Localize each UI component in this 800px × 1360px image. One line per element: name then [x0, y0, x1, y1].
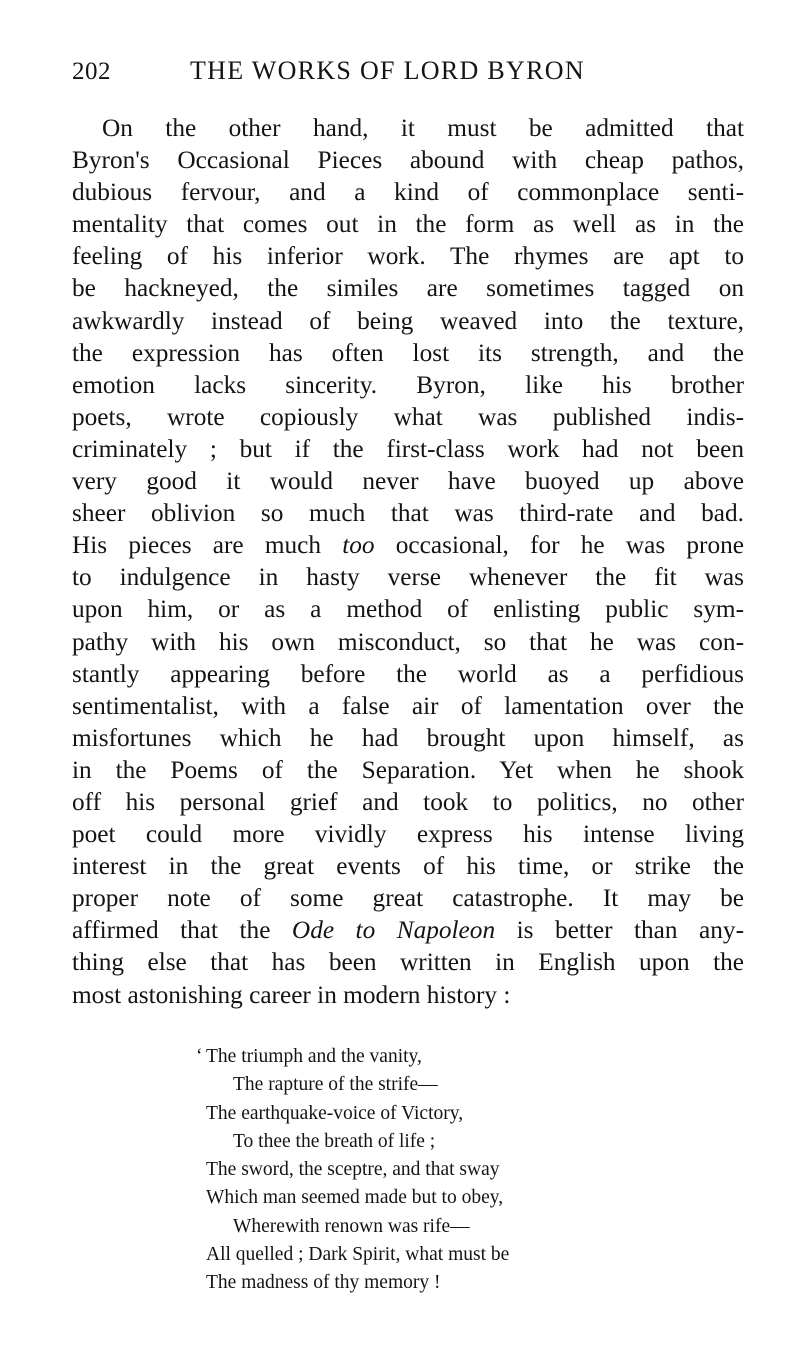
page-number: 202: [72, 58, 111, 85]
text-line: proper note of some great catastrophe. It may be: [72, 884, 744, 913]
text-line: very good it would never have buoyed up above: [72, 467, 744, 496]
text-line: stantly appearing before the world as a perfidious: [72, 659, 744, 688]
text-line: feeling of his inferior work. The rhymes are apt to: [72, 242, 744, 271]
opening-quote-mark: ‘: [196, 1046, 203, 1067]
text-line: emotion lacks sincerity. Byron, like his brother: [72, 370, 744, 399]
text-line: misfortunes which he had brought upon himself, as: [72, 723, 744, 752]
text-line: in the Poems of the Separation. Yet when he shook: [72, 755, 744, 784]
text-line: mentality that comes out in the form as well as in the: [72, 210, 744, 239]
text-line: to indulgence in hasty verse whenever the fit was: [72, 563, 744, 592]
text-line: criminately ; but if the first-class work had not been: [72, 434, 744, 463]
text-line: thing else that has been written in English upon the: [72, 948, 744, 977]
body-paragraph: [72, 112, 744, 1011]
poem-quotation: [196, 1043, 510, 1298]
poem-line: [196, 1043, 509, 1071]
text-line: On the other hand, it must be admitted that: [102, 114, 744, 142]
text-line: sentimentalist, with a false air of lamentation over the: [72, 691, 744, 720]
text-line: Byron's Occasional Pieces abound with cheap pathos,: [72, 146, 744, 175]
page-header: [72, 54, 744, 98]
text-line: be hackneyed, the similes are sometimes tagged on: [72, 274, 744, 303]
running-title: THE WORKS OF LORD BYRON: [190, 56, 585, 85]
text-segment: occasional, for he was prone: [374, 531, 744, 560]
text-line: interest in the great events of his time, or strike the: [72, 852, 744, 881]
poem-line: Wherewith renown was rife—: [233, 1215, 470, 1237]
text-line: poet could more vividly express his intense living: [72, 820, 744, 849]
poem-line-text: The triumph and the vanity,: [206, 1046, 422, 1067]
poem-line: To thee the breath of life ;: [233, 1130, 436, 1152]
poem-line: All quelled ; Dark Spirit, what must be: [206, 1244, 510, 1266]
text-line: awkwardly instead of being weaved into the texture,: [72, 306, 744, 335]
poem-line: The rapture of the strife—: [233, 1074, 438, 1096]
text-line: sheer oblivion so much that was third-rate and bad.: [72, 499, 744, 528]
poem-line: Which man seemed made but to obey,: [206, 1187, 504, 1209]
poem-line: The sword, the sceptre, and that sway: [206, 1159, 500, 1181]
text-line: pathy with his own misconduct, so that he was con-: [72, 627, 744, 656]
text-segment: is better than any-: [495, 916, 744, 945]
text-line: poets, wrote copiously what was published indis-: [72, 402, 744, 431]
text-line: most astonishing career in modern history :: [72, 980, 511, 1009]
italic-emphasis: too: [342, 531, 375, 560]
text-line: off his personal grief and took to politics, no other: [72, 787, 744, 816]
poem-line: The earthquake-voice of Victory,: [206, 1102, 464, 1124]
text-line: upon him, or as a method of enlisting public sym-: [72, 595, 744, 624]
text-line: [72, 529, 744, 561]
poem-line: The madness of thy memory !: [206, 1272, 441, 1294]
text-segment: affirmed that the: [72, 916, 292, 945]
text-line: [72, 914, 744, 946]
text-segment: His pieces are much: [72, 531, 343, 560]
text-line: the expression has often lost its strength, and the: [72, 338, 744, 367]
italic-title: Ode to Napoleon: [291, 916, 496, 945]
text-line: dubious fervour, and a kind of commonplace senti-: [72, 178, 744, 207]
